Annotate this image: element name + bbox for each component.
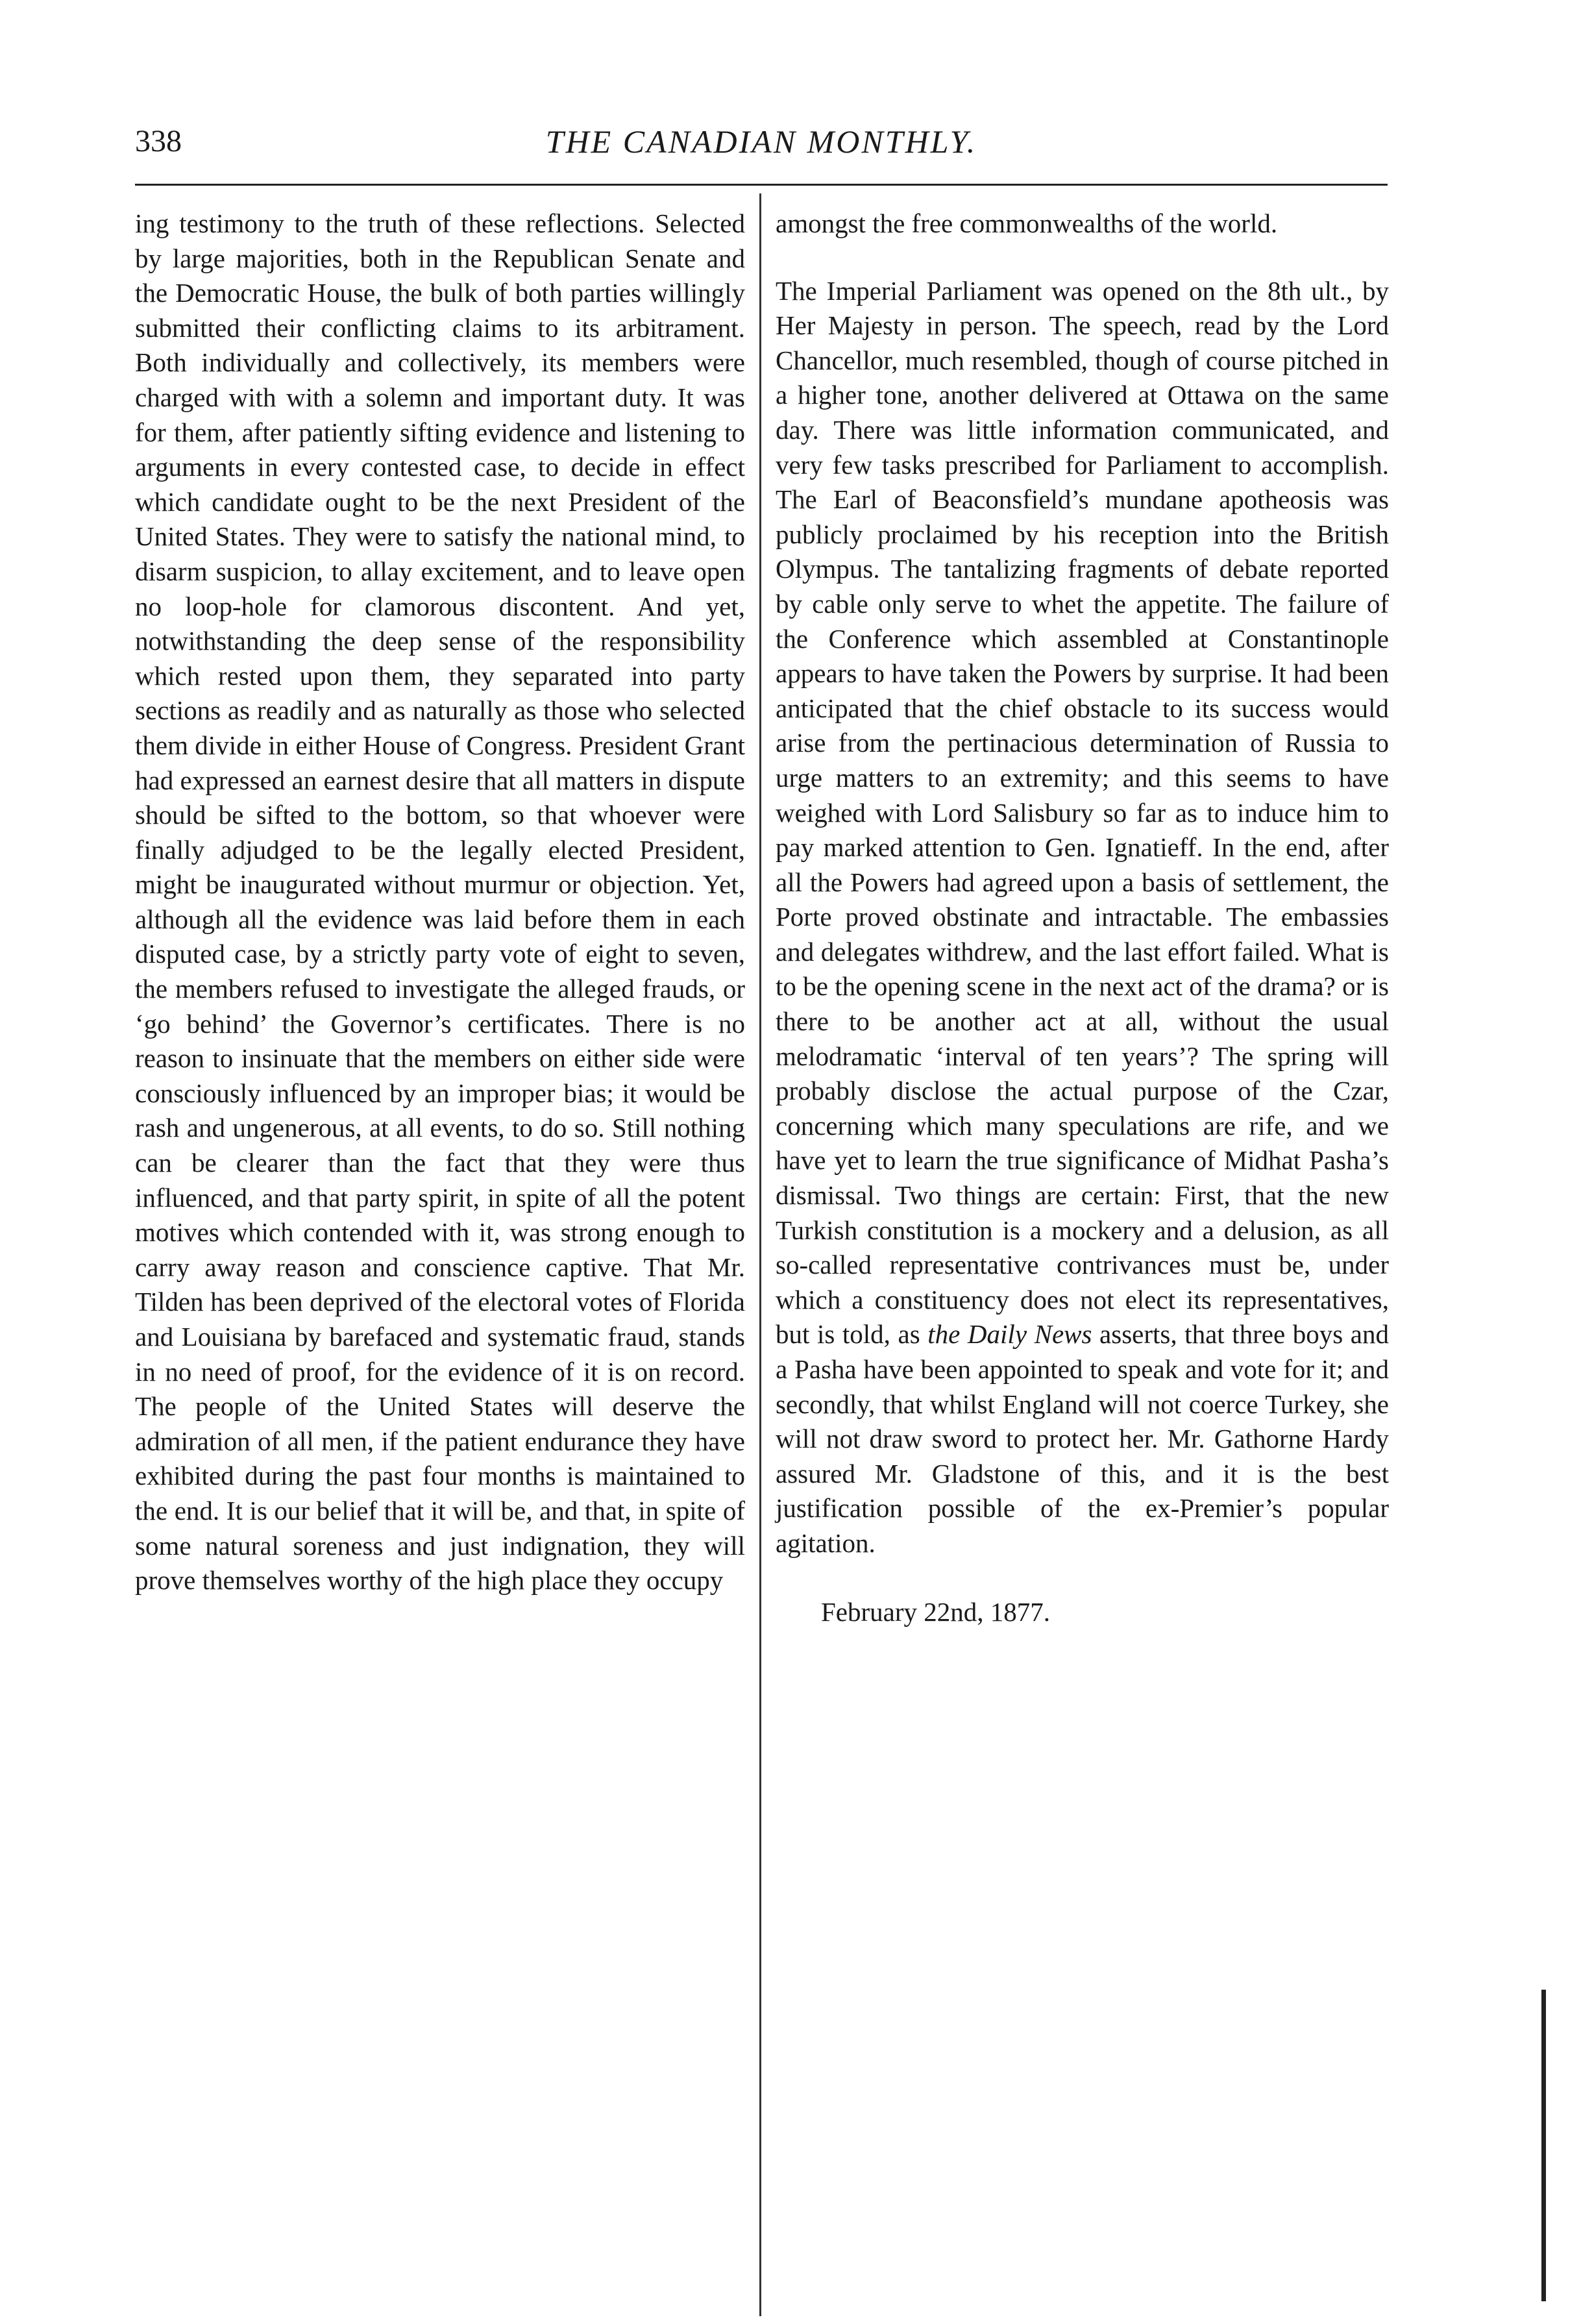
margin-scan-mark [1541, 1990, 1546, 2301]
paragraph-text-part-1: The Imperial Parliament was opened on the 8th ult., by Her Majesty in person. The speech, read by the Lord Chancellor, much resembled, though of course pitched in a higher tone, another delivered at Ottawa on the same day. There was little information communicated, and very few tasks prescribed for Parliament to accomplish. The Earl of Beaconsfield’s mundane apotheosis was publicly proclaimed by his reception into the British Olympus. The tantalizing fragments of debate reported by cable only serve to whet the appetite. The failure of the Conference which assembled at Constantinople appears to have taken the Powers by surprise. It had been anticipated that the chief obstacle to its success would arise from the pertinacious determination of Russia to urge matters to an extremity; and this seems to have weighed with Lord Salisbury so far as to induce him to pay marked attention to Gen. Ignatieff. In the end, after all the Powers had agreed upon a basis of settlement, the Porte proved obstinate and intractable. The embassies and delegates withdrew, and the last effort failed. What is to be the opening scene in the next act of the drama? or is there to be another act at all, without the usual melodramatic ‘interval of ten years’? The spring will probably disclose the actual purpose of the Czar, concerning which many speculations are rife, and we have yet to learn the true significance of Midhat Pasha’s dismissal. Two things are certain: First, that the new Turkish constitution is a mockery and a delusion, as all so-called representative contrivances must be, under which a constituency does not elect its representatives, but is told, as [776, 275, 1389, 1350]
paragraph-text-part-2: asserts, that three boys and a Pasha have been appointed to speak and vote for it; and secondly, that whilst England will not coerce Turkey, she will not draw sword to protect her. Mr. Gathorne Hardy assured Mr. Gladstone of this, and it is the best justification possible of the ex-Premier’s popular agitation. [776, 1319, 1390, 1558]
daily-news-reference: the Daily News [927, 1319, 1092, 1350]
left-paragraph: ing testimony to the truth of these reflections. Selected by large majorities, both in the Republican Senate and the Democratic House, the bulk of both parties willingly submitted their conflicting claims to its arbitrament. Both individually and collectively, its members were charged with with a solemn and important duty. It was for them, after patiently sifting evidence and listening to arguments in every contested case, to decide in effect which candidate ought to be the next President of the United States. They were to satisfy the national mind, to disarm suspicion, to allay excitement, and to leave open no loop-hole for clamorous discontent. And yet, notwithstanding the deep sense of the responsibility which rested upon them, they separated into party sections as readily and as naturally as those who selected them divide in either House of Congress. President Grant had expressed an earnest desire that all matters in dispute should be sifted to the bottom, so that whoever were finally adjudged to be the legally elected President, might be inaugurated without murmur or objection. Yet, although all the evidence was laid before them in each disputed case, by a strictly party vote of eight to seven, the members refused to investigate the alleged frauds, or ‘go behind’ the Governor’s certificates. There is no reason to insinuate that the members on either side were consciously influenced by an improper bias; it would be rash and ungenerous, at all events, to do so. Still nothing can be clearer than the fact that they were thus influenced, and that party spirit, in spite of all the potent motives which contended with it, was strong enough to carry away reason and conscience captive. That Mr. Tilden has been deprived of the electoral votes of Florida and Louisiana by barefaced and systematic fraud, stands in no need of proof, for the evidence of it is on record. The people of the United States will deserve the admiration of all men, if the patient endurance they have exhibited during the past four months is maintained to the end. It is our belief that it will be, and that, in spite of some natural soreness and just indignation, they will prove themselves worthy of the high place they occupy [135, 208, 745, 1596]
header-rule [135, 184, 1388, 186]
parliament-paragraph [776, 274, 1389, 1561]
running-title: THE CANADIAN MONTHLY. [545, 123, 977, 160]
continuation-paragraph: amongst the free commonwealths of the world. [776, 208, 1278, 238]
left-column [135, 206, 745, 1598]
right-column [776, 206, 1389, 1629]
page-number: 338 [135, 124, 182, 158]
column-divider [759, 193, 761, 2316]
dateline: February 22nd, 1877. [821, 1596, 1051, 1627]
page-header [135, 116, 1388, 167]
